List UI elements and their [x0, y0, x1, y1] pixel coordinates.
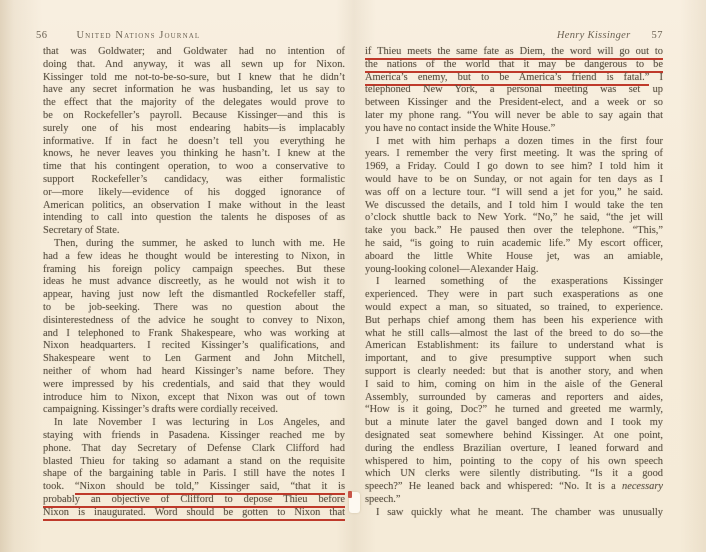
- text-line: [365, 59, 663, 72]
- text-line: to be job-seeking. There was no question about the: [43, 301, 345, 313]
- red-pen-fleck: [348, 491, 352, 498]
- text-line: doing that. And anyway, it was all sewn up for Nixon.: [43, 58, 345, 70]
- text-line: [43, 494, 345, 507]
- text-line: would have to be on Sunday, or not again for ten days as I: [365, 173, 663, 185]
- text-line: blasted Thieu for taking so adamant a stand on the requisite: [43, 455, 345, 467]
- text-line: took. “Nixon should be told,” Kissinger said, “that it is: [43, 481, 345, 494]
- text-line: what he still calls—almost the last of the breed to do so—the: [365, 327, 663, 339]
- text-line: or—more likely—evidence of his dogged ignorance of: [43, 186, 345, 198]
- text-line: Nixon headquarters. I recited Kissinger’s qualifications, and: [43, 340, 345, 352]
- text-line: But perhaps chief among them has been his experience with: [365, 314, 663, 326]
- text-line: years. I remember the very first meeting. It was the spring of: [365, 148, 663, 160]
- text-line: campaigning. Kissinger’s drafts were cordially received.: [43, 404, 278, 416]
- text-line: I met with him perhaps a dozen times in the first four: [376, 135, 663, 147]
- red-underlined-text: probably an objective of Clifford to depose Thieu before: [43, 494, 345, 508]
- text-line: staying with friends in Pasadena. Kissinger reached me by: [43, 429, 345, 441]
- text-line: young-looking colonel—Alexander Haig.: [365, 263, 539, 275]
- text-line: speech.”: [365, 493, 401, 505]
- right-page-number: 57: [651, 30, 663, 41]
- text-line: “How is it going, Doc?” he turned and greeted me warmly,: [365, 404, 663, 416]
- text-line: and I telephoned to Frank Shakespeare, who was working at: [43, 327, 345, 339]
- text-line: whispered to him, pointing to the copy of his own speech: [365, 455, 663, 467]
- red-underlined-text: America’s enemy, but to be America’s friend is fatal.”: [365, 72, 649, 86]
- text-line: framing his foreign policy campaign speeches. But these: [43, 263, 345, 275]
- text-line: In late November I was lecturing in Los Angeles, and: [54, 417, 345, 429]
- text-line: We discussed the details, and I told him I would take the ten: [365, 199, 663, 211]
- text-line: he said, “is going to ruin academic life.” My escort officer,: [365, 237, 663, 249]
- right-page-text: [365, 46, 663, 519]
- text-line: Secretary of State.: [43, 225, 120, 237]
- red-underlined-text: if Thieu meets the same fate as Diem, the word will go out to: [365, 46, 663, 60]
- text-line: during the endless Brazilian overture, I leaned forward and: [365, 442, 663, 454]
- text-line: would expect a man, so situated, so trained, to experience.: [365, 301, 663, 313]
- text-line: Assembly, surrounded by cameras and reporters and aides,: [365, 391, 663, 403]
- text-line: you have no contact inside the White House.”: [365, 122, 556, 134]
- text-line: appear, having just now left the dismantled Rockefeller staff,: [43, 289, 345, 301]
- left-running-head: United Nations Journal: [76, 30, 201, 41]
- red-underlined-text: the nations of the world that it may be dangerous to be: [365, 59, 663, 73]
- text-line: had a few ideas he thought would be interesting to Nixon, in: [43, 250, 345, 262]
- text-line: later my phone rang. “You will never be able to say again that: [365, 109, 663, 121]
- text-line: telephoned New York, a personal meeting was set up: [365, 84, 663, 96]
- text-line: surely one of his most endearing habits—is implacably: [43, 122, 345, 134]
- text-line: phone. That day Secretary of Defense Clark Clifford had: [43, 442, 345, 454]
- text-line: neither of whom had heard Kissinger’s name before. They: [43, 365, 345, 377]
- text-line: America’s enemy, but to be America’s friend is fatal.” I: [365, 72, 663, 85]
- text-line: knows, he never leaves you thinking he hasn’t. I knew at the: [43, 148, 345, 160]
- text-line: [365, 46, 663, 59]
- text-line: support is clearly needed: but that is another story, and when: [365, 365, 663, 377]
- text-line: designated seat somewhere behind Kissinger. At one point,: [365, 429, 663, 441]
- text-line: Shakespeare went to Len Garment and John Mitchell,: [43, 353, 345, 365]
- text-line: support Rockefeller’s candidacy, was either formalistic: [43, 173, 345, 185]
- text-line: be on Rockefeller’s payroll. Because Kissinger—and this is: [43, 109, 345, 121]
- text-line: take you back.” He paused then over the telephone. “This,”: [365, 225, 663, 237]
- red-underlined-text: Nixon is inaugurated. Word should be gotten to Nixon that: [43, 507, 345, 521]
- text-line: I saw quickly what he meant. The chamber was unusually: [376, 506, 663, 518]
- text-line: were impressed by his credentials, and said that they would: [43, 378, 345, 390]
- text-line: experienced. They were in part such exasperations as one: [365, 289, 663, 301]
- text-line: that was Goldwater; and Goldwater had no intention of: [43, 46, 345, 57]
- text-line: ideas he must advance discreetly, as he would not wish it to: [43, 276, 345, 288]
- text-line: but a minute later the gavel banged down and I took my: [365, 417, 663, 429]
- text-line: time that his contingent operation, to woo a conservative to: [43, 161, 345, 173]
- right-page-header: [365, 25, 663, 39]
- left-page-number: 56: [36, 30, 48, 41]
- text-line: American politics, an observation I make without in the least: [43, 199, 345, 211]
- text-line: I said to him, coming on him in the aisle of the General: [365, 378, 663, 390]
- text-line: disinterestedness of the advice he sought to convey to Nixon,: [43, 314, 345, 326]
- text-line: important, and to give presumptive support when such: [365, 353, 663, 365]
- text-line: the effect that the majority of the delegates would prove to: [43, 97, 345, 109]
- right-running-head: Henry Kissinger: [556, 30, 631, 41]
- text-line: have any secret information he was husbanding, let us say to: [43, 84, 345, 96]
- text-line: was off on a lecture tour. “I will send a jet for you,” he said.: [365, 186, 663, 198]
- text-line: American Establishment: its failure to understand what is: [365, 340, 663, 352]
- text-line: shape of the bargaining table in Paris. I still have the notes I: [43, 468, 345, 480]
- text-line: I learned something of the exasperations Kissinger: [376, 276, 663, 288]
- left-page-text: [43, 46, 345, 519]
- text-line: between Kissinger and the President-elect, and a week or so: [365, 97, 663, 109]
- text-line: intending to call into question the talents he disposes of as: [43, 212, 345, 224]
- text-line: informative. If in fact he doesn’t tell you everything he: [43, 135, 345, 147]
- text-line: 1969, a Friday. Could I go down to see him? I told him it: [365, 161, 663, 173]
- text-line: Kissinger told me not-to-be-so-sure, but I knew that he didn’t: [43, 71, 345, 83]
- text-line: [43, 507, 345, 520]
- text-line: Then, during the summer, he asked to lunch with me. He: [54, 237, 345, 249]
- text-line: aboard the little White House jet, was an amiable,: [365, 250, 663, 262]
- red-underlined-text: “Nixon should be told,” Kissinger said, “that it is: [75, 481, 345, 495]
- text-line: o’clock shuttle back to New York. “No,” he said, “the jet will: [365, 212, 663, 224]
- text-line: which UN clerks were silently distributing. “Is it a good: [365, 468, 663, 480]
- text-line: speech?” He leaned back and whispered: “No. It is a necessary: [365, 481, 663, 493]
- left-page-header: [36, 25, 200, 39]
- text-line: introduce him to Nixon, except that Nixon was out of town: [43, 391, 345, 403]
